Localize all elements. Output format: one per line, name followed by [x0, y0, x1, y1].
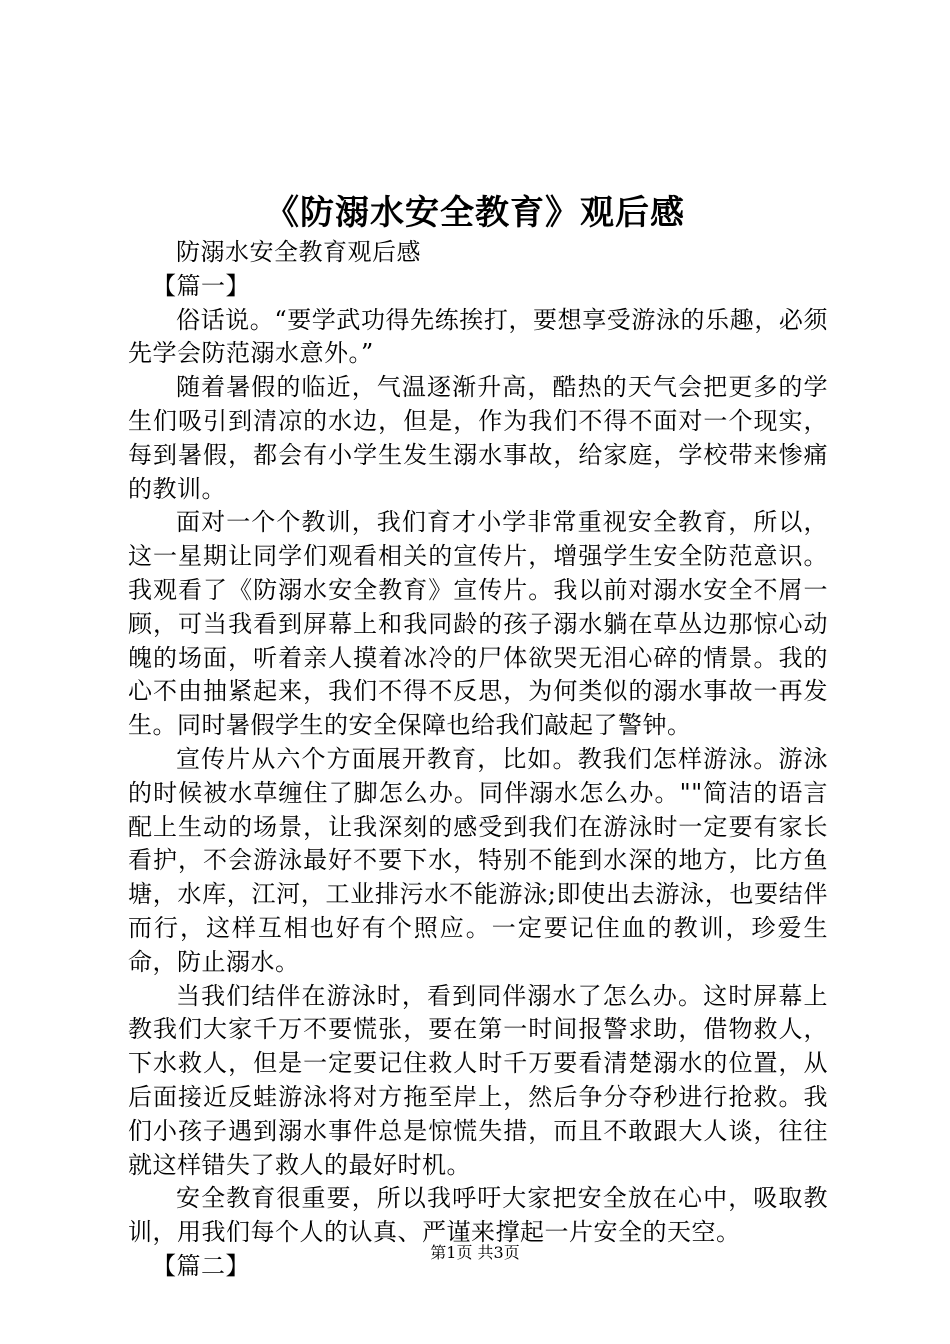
- document-title: 《防溺水安全教育》观后感: [265, 193, 685, 233]
- body-paragraph: 面对一个个教训，我们育才小学非常重视安全教育，所以，这一星期让同学们观看相关的宣传片，增强学生安全防范意识。我观看了《防溺水安全教育》宣传片。我以前对溺水安全不屑一顾，可当我看到屏幕上和我同龄的孩子溺水躺在草丛边那惊心动魄的场面，听着亲人摸着冰冷的尸体欲哭无泪心碎的情景。我的心不由抽紧起来，我们不得不反思，为何类似的溺水事故一再发生。同时暑假学生的安全保障也给我们敲起了警钟。: [128, 508, 828, 740]
- body-paragraph: 当我们结伴在游泳时，看到同伴溺水了怎么办。这时屏幕上教我们大家千万不要慌张，要在第一时间报警求助，借物救人，下水救人，但是一定要记住救人时千万要看清楚溺水的位置，从后面接近反蛙游泳将对方拖至岸上，然后争分夺秒进行抢救。我们小孩子遇到溺水事件总是惊慌失措，而且不敢跟大人谈，往往就这样错失了救人的最好时机。: [128, 981, 828, 1179]
- document-body: [128, 236, 828, 1284]
- body-paragraph: 安全教育很重要，所以我呼吁大家把安全放在心中，吸取教训，用我们每个人的认真、严谨来撑起一片安全的天空。: [128, 1184, 828, 1247]
- body-paragraph: 随着暑假的临近，气温逐渐升高，酷热的天气会把更多的学生们吸引到清凉的水边，但是，作为我们不得不面对一个现实，每到暑假，都会有小学生发生溺水事故，给家庭，学校带来惨痛的教训。: [128, 373, 828, 503]
- body-paragraph: 宣传片从六个方面展开教育，比如。教我们怎样游泳。游泳的时候被水草缠住了脚怎么办。同伴溺水怎么办。""简洁的语言配上生动的场景，让我深刻的感受到我们在游泳时一定要有家长看护，不会游泳最好不要下水，特别不能到水深的地方，比方鱼塘，水库，江河，工业排污水不能游泳;即使出去游泳，也要结伴而行，这样互相也好有个照应。一定要记住血的教训，珍爱生命，防止溺水。: [128, 744, 828, 976]
- subtitle-paragraph: 防溺水安全教育观后感: [176, 238, 421, 266]
- page-footer: 第1页 共3页: [430, 1243, 520, 1262]
- section-heading-1: 【篇一】: [152, 271, 250, 300]
- section-heading-2: 【篇二】: [152, 1251, 250, 1280]
- body-paragraph: 俗话说。“要学武功得先练挨打，要想享受游泳的乐趣，必须先学会防范溺水意外。”: [128, 305, 828, 368]
